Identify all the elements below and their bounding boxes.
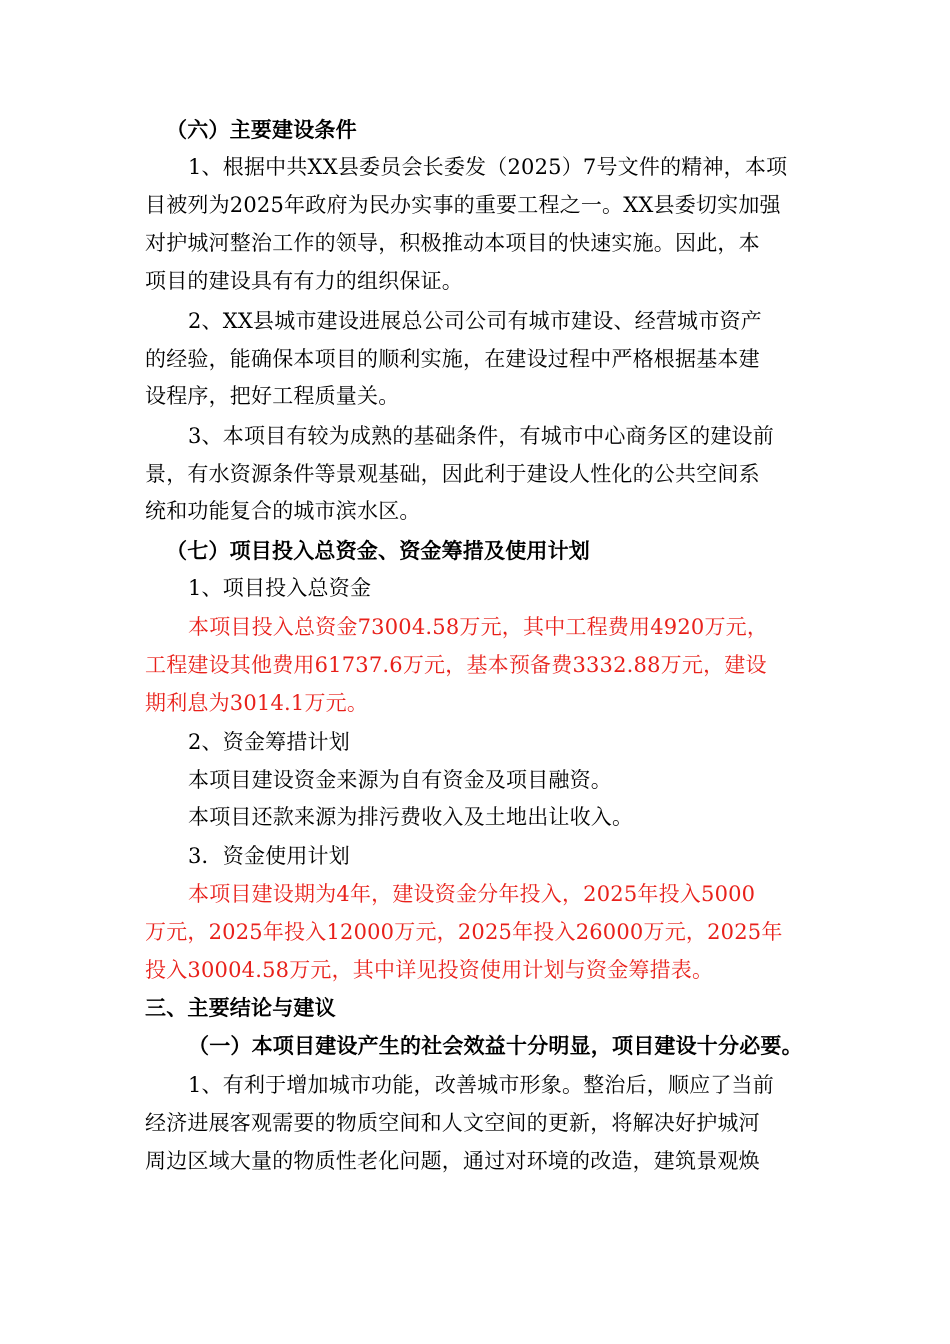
subheading: 1、项目投入总资金 xyxy=(188,576,372,600)
paragraph-line: 周边区域大量的物质性老化问题，通过对环境的改造，建筑景观焕 xyxy=(145,1149,760,1173)
highlighted-line: 投入30004.58万元，其中详见投资使用计划与资金筹措表。 xyxy=(145,958,714,982)
paragraph-line: 设程序，把好工程质量关。 xyxy=(145,384,400,408)
paragraph-line: 1、有利于增加城市功能，改善城市形象。整治后，顺应了当前 xyxy=(188,1073,774,1097)
highlighted-line: 本项目建设期为4年，建设资金分年投入，2025年投入5000 xyxy=(188,882,756,906)
highlighted-line: 本项目投入总资金73004.58万元，其中工程费用4920万元， xyxy=(188,615,769,639)
paragraph-line: 对护城河整治工作的领导，积极推动本项目的快速实施。因此，本 xyxy=(145,231,760,255)
paragraph-line: 经济进展客观需要的物质空间和人文空间的更新，将解决好护城河 xyxy=(145,1111,760,1135)
subheading: 3．资金使用计划 xyxy=(188,844,350,868)
highlighted-line: 工程建设其他费用61737.6万元，基本预备费3332.88万元，建设 xyxy=(145,653,767,677)
section-seven-heading: （七）项目投入总资金、资金筹措及使用计划 xyxy=(166,538,590,563)
paragraph-line: 目被列为2025年政府为民办实事的重要工程之一。XX县委切实加强 xyxy=(145,193,781,217)
paragraph-line: 2、XX县城市建设进展总公司公司有城市建设、经营城市资产 xyxy=(188,309,762,333)
paragraph-line: 1、根据中共XX县委员会长委发（2025）7号文件的精神，本项 xyxy=(188,155,788,179)
paragraph-line: 景，有水资源条件等景观基础，因此利于建设人性化的公共空间系 xyxy=(145,462,760,486)
paragraph-line: 统和功能复合的城市滨水区。 xyxy=(145,499,421,523)
paragraph-line: 3、本项目有较为成熟的基础条件，有城市中心商务区的建设前 xyxy=(188,424,774,448)
highlighted-line: 期利息为3014.1万元。 xyxy=(145,691,369,715)
section-six-heading: （六）主要建设条件 xyxy=(166,117,357,142)
paragraph-line: 项目的建设具有有力的组织保证。 xyxy=(145,269,463,293)
section-three-subheading: （一）本项目建设产生的社会效益十分明显，项目建设十分必要。 xyxy=(188,1033,803,1058)
highlighted-line: 万元，2025年投入12000万元，2025年投入26000万元，2025年 xyxy=(145,920,783,944)
subheading: 2、资金筹措计划 xyxy=(188,730,350,754)
paragraph-line: 本项目还款来源为排污费收入及土地出让收入。 xyxy=(188,805,634,829)
paragraph-line: 的经验，能确保本项目的顺利实施，在建设过程中严格根据基本建 xyxy=(145,347,760,371)
section-three-heading: 三、主要结论与建议 xyxy=(145,995,336,1020)
paragraph-line: 本项目建设资金来源为自有资金及项目融资。 xyxy=(188,768,612,792)
